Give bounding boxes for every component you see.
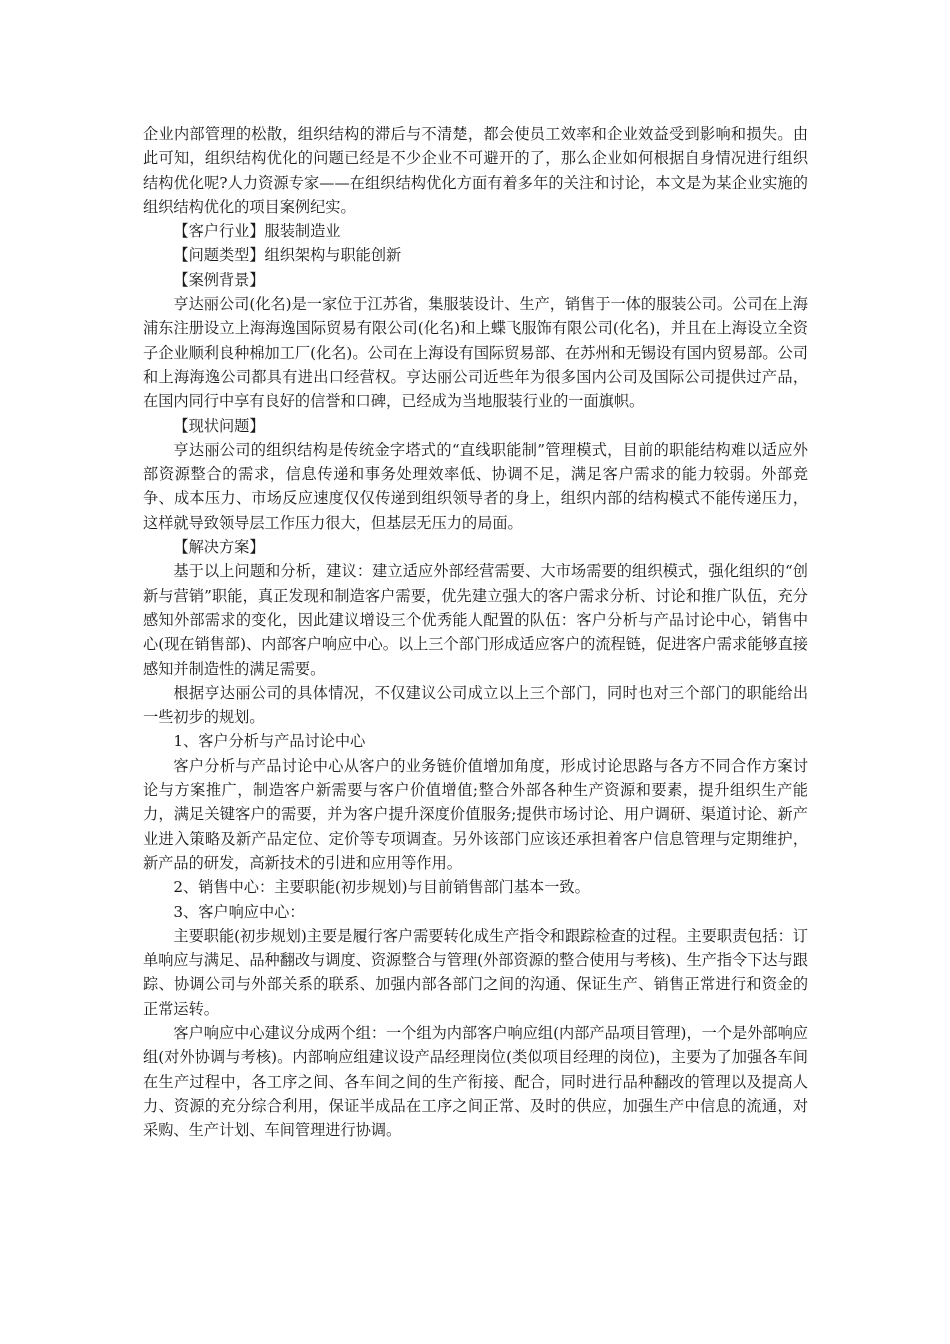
paragraph-analysis-center: 客户分析与产品讨论中心从客户的业务链价值增加角度，形成讨论思路与各方不同合作方案讨论与方案推广，制造客户新需要与客户价值增值;整合外部各种生产资源和要素，提升组织生产能力，满足关键客户的需要，并为客户提升深度价值服务;提供市场讨论、用户调研、渠道讨论、新产业进入策略及新产品定位、定价等专项调查。另外该部门应该还承担着客户信息管理与定期维护，新产品的研发，高新技术的引进和应用等作用。 [143, 756, 808, 872]
document-page [143, 122, 808, 1142]
heading-problem-type: 【问题类型】组织架构与职能创新 [173, 246, 402, 265]
paragraph-response-groups: 客户响应中心建议分成两个组：一个组为内部客户响应组(内部产品项目管理)，一个是外部响应组(对外协调与考核)。内部响应组建议设产品经理岗位(类似项目经理的岗位)，主要为了加强各车间在生产过程中，各工序之间、各车间之间的生产衔接、配合，同时进行品种翻改的管理以及提高人力、资源的充分综合利用，保证半成品在工序之间正常、及时的供应，加强生产中信息的流通，对采购、生产计划、车间管理进行协调。 [143, 1023, 808, 1140]
heading-case-background: 【案例背景】 [173, 270, 265, 289]
paragraph-response-duties: 主要职能(初步规划)主要是履行客户需要转化成生产指令和跟踪检查的过程。主要职责包括：订单响应与满足、品种翻改与调度、资源整合与管理(外部资源的整合使用与考核)、生产指令下达与跟踪、协调公司与外部关系的联系、加强内部各部门之间的沟通、保证生产、销售正常进行和资金的正常运转。 [143, 926, 808, 1018]
heading-response-center: 3、客户响应中心： [173, 902, 305, 921]
paragraph-department-plan: 根据亨达丽公司的具体情况，不仅建议公司成立以上三个部门，同时也对三个部门的职能给出一些初步的规划。 [143, 683, 808, 727]
paragraph-current-problem: 亨达丽公司的组织结构是传统金字塔式的“直线职能制”管理模式，目前的职能结构难以适应外部资源整合的需求，信息传递和事务处理效率低、协调不足，满足客户需求的能力较弱。外部竞争、成本压力、市场反应速度仅仅传递到组织领导者的身上，组织内部的结构模式不能传递压力，这样就导致领导层工作压力很大，但基层无压力的局面。 [143, 440, 808, 532]
paragraph-intro: 企业内部管理的松散，组织结构的滞后与不清楚，都会使员工效率和企业效益受到影响和损失。由此可知，组织结构优化的问题已经是不少企业不可避开的了，那么企业如何根据自身情况进行组织结构优化呢?人力资源专家——在组织结构优化方面有着多年的关注和讨论，本文是为某企业实施的组织结构优化的项目案例纪实。 [143, 125, 808, 216]
heading-solution: 【解决方案】 [173, 538, 265, 557]
heading-sales-center: 2、销售中心：主要职能(初步规划)与目前销售部门基本一致。 [173, 878, 590, 897]
paragraph-background: 亨达丽公司(化名)是一家位于江苏省，集服装设计、生产，销售于一体的服装公司。公司在上海浦东注册设立上海海逸国际贸易有限公司(化名)和上蝶飞服饰有限公司(化名)，并且在上海设立全资子企业顺利良种棉加工厂(化名)。公司在上海设有国际贸易部、在苏州和无锡设有国内贸易部。公司和上海海逸公司都具有进出口经营权。亨达丽公司近些年为很多国内公司及国际公司提供过产品，在国内同行中享有良好的信誉和口碑，已经成为当地服装行业的一面旗帜。 [143, 295, 808, 411]
paragraph-solution: 基于以上问题和分析，建议：建立适应外部经营需要、大市场需要的组织模式，强化组织的“创新与营销”职能，真正发现和制造客户需要，优先建立强大的客户需求分析、讨论和推广队伍，充分感知外部需求的变化，因此建议增设三个优秀能人配置的队伍：客户分析与产品讨论中心，销售中心(现在销售部)、内部客户响应中心。以上三个部门形成适应客户的流程链，促进客户需求能够直接感知并制造性的满足需要。 [143, 562, 808, 678]
heading-analysis-center: 1、客户分析与产品讨论中心 [173, 732, 366, 751]
heading-current-problem: 【现状问题】 [173, 416, 265, 435]
heading-client-industry: 【客户行业】服装制造业 [173, 222, 341, 241]
